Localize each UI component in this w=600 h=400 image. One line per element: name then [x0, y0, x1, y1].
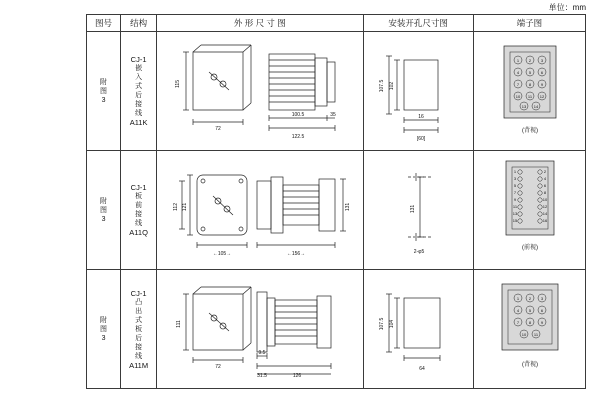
row-struct-cell-3: [121, 270, 157, 389]
row2-outline-drawing: [157, 151, 363, 270]
row2-struct-top: CJ-1: [130, 183, 147, 192]
svg-text:6: 6: [540, 308, 543, 313]
svg-text:3: 3: [513, 176, 516, 181]
row1-struct-m3: 后: [135, 92, 143, 99]
row-no-cell-1: [87, 32, 121, 151]
row1-struct-m0: 嵌: [135, 65, 143, 72]
row3-struct-m4: 后: [135, 334, 143, 342]
table-row: [87, 270, 586, 389]
svg-text:1: 1: [516, 296, 519, 301]
row3-struct-m6: 线: [135, 352, 143, 360]
svg-text:1: 1: [516, 58, 519, 63]
row1-struct-m4: 接: [135, 101, 143, 108]
svg-text:11: 11: [527, 94, 532, 99]
row2-struct-m3: 线: [135, 220, 143, 227]
svg-text:2: 2: [528, 58, 531, 63]
row3-hole-64: 64: [418, 366, 425, 372]
row1-no-line-0: 附: [100, 78, 108, 86]
row3-no-line-2: 3: [101, 334, 106, 342]
svg-text:16: 16: [542, 218, 547, 223]
row3-terminal-caption: (背视): [521, 362, 538, 368]
row3-terminal-drawing: [473, 270, 585, 389]
row2-dim-131: 131: [345, 202, 352, 212]
row2-hole-131: 131: [409, 204, 416, 214]
row2-no-line-2: 3: [101, 215, 106, 223]
svg-text:4: 4: [543, 176, 546, 181]
svg-text:10: 10: [515, 94, 520, 99]
unit-note: 单位：mm: [548, 3, 586, 12]
row3-struct-m0: 凸: [135, 298, 143, 306]
row1-struct-bottom: A11K: [129, 118, 148, 127]
svg-text:11: 11: [512, 204, 517, 209]
row3-struct-m5: 接: [135, 343, 143, 351]
row3-hole-104: 104: [388, 319, 395, 329]
row3-struct-m1: 出: [135, 307, 143, 315]
row3-no-line-0: 附: [100, 316, 108, 324]
row1-hole-drawing: [363, 32, 473, 151]
row2-struct-bottom: A11Q: [129, 228, 148, 237]
svg-text:11: 11: [533, 332, 538, 337]
row1-hole-102: 102: [388, 81, 395, 91]
svg-text:9: 9: [540, 82, 543, 87]
svg-text:14: 14: [542, 211, 547, 216]
svg-text:7: 7: [516, 320, 519, 325]
row1-terminal-drawing: [473, 32, 585, 151]
row1-dim-72: 72: [215, 126, 221, 132]
header-col-struct: 结构: [121, 15, 157, 32]
row1-struct-m1: 入: [135, 74, 143, 81]
row3-hole-drawing: [363, 270, 473, 389]
header-col-terminal: 端子图: [473, 15, 585, 32]
row1-dim-122_5: 122.5: [291, 134, 305, 140]
row2-dim-112: 112: [173, 203, 180, 211]
row1-outline-drawing: [157, 32, 363, 151]
table-row: [87, 151, 586, 270]
row2-hole-2phi5: 2-φ5: [413, 249, 424, 255]
table-row: [87, 32, 586, 151]
row2-terminal-drawing: [473, 151, 585, 270]
svg-text:3: 3: [540, 296, 543, 301]
svg-text:5: 5: [513, 183, 516, 188]
svg-text:5: 5: [528, 70, 531, 75]
row2-struct-m1: 前: [135, 202, 143, 209]
row3-struct-top: CJ-1: [130, 288, 147, 298]
svg-text:2: 2: [543, 169, 546, 174]
row3-struct-bottom: A11M: [129, 360, 149, 370]
row3-dim-126: 126: [292, 373, 302, 379]
svg-text:7: 7: [516, 82, 519, 87]
row1-dim-100_5: 100.5: [291, 112, 305, 118]
row1-no-line-1: 图: [100, 87, 108, 95]
row1-struct-m5: 线: [135, 110, 143, 117]
row1-struct-m2: 式: [135, 83, 143, 90]
svg-text:6: 6: [540, 70, 543, 75]
svg-text:12: 12: [539, 94, 544, 99]
row3-dim-72: 72: [215, 364, 221, 370]
row1-hole-107_5: 107.5: [378, 79, 385, 93]
row3-no-line-1: 图: [100, 325, 108, 333]
svg-text:9: 9: [540, 320, 543, 325]
row3-struct-m2: 式: [135, 316, 143, 324]
svg-text:9: 9: [513, 197, 516, 202]
row-no-cell-2: [87, 151, 121, 270]
row3-outline-drawing: [157, 270, 363, 389]
row-struct-cell-2: [121, 151, 157, 270]
row1-struct-top: CJ-1: [130, 55, 147, 64]
svg-text:15: 15: [512, 218, 517, 223]
row1-dim-115: 115: [175, 80, 182, 88]
row1-hole-60: [60]: [416, 136, 425, 142]
row3-hole-107_5: 107.5: [378, 317, 385, 331]
row2-no-line-1: 图: [100, 206, 108, 214]
table-header-row: [87, 15, 586, 32]
svg-text:10: 10: [542, 197, 547, 202]
row2-dim-105: ←105→: [212, 251, 232, 257]
svg-text:8: 8: [528, 82, 531, 87]
svg-text:1: 1: [513, 169, 516, 174]
row2-dim-156: ←156→: [286, 251, 306, 257]
row2-terminal-caption: (前视): [521, 245, 538, 251]
row-struct-cell-1: [121, 32, 157, 151]
row3-dim-111: 111: [176, 320, 183, 328]
row2-struct-m2: 接: [135, 211, 143, 218]
row3-dim-9_5: 9.5: [258, 350, 266, 356]
header-col-no: 图号: [87, 15, 121, 32]
svg-text:14: 14: [533, 104, 538, 109]
row1-no-line-2: 3: [101, 96, 106, 104]
row-no-cell-3: [87, 270, 121, 389]
row2-dim-121: 121: [182, 202, 189, 212]
svg-text:12: 12: [542, 204, 547, 209]
svg-text:4: 4: [516, 70, 519, 75]
svg-text:10: 10: [521, 332, 526, 337]
row2-struct-m0: 板: [135, 193, 143, 200]
row3-struct-m3: 板: [135, 325, 143, 333]
svg-text:13: 13: [521, 104, 526, 109]
row2-no-line-0: 附: [100, 197, 108, 205]
svg-text:6: 6: [543, 183, 546, 188]
svg-text:7: 7: [513, 190, 516, 195]
svg-text:2: 2: [528, 296, 531, 301]
svg-text:3: 3: [540, 58, 543, 63]
header-col-hole: 安装开孔尺寸图: [363, 15, 473, 32]
header-col-outline: 外 形 尺 寸 图: [157, 15, 363, 32]
spec-table: [86, 14, 586, 389]
row1-hole-16: 16: [417, 114, 424, 120]
svg-text:8: 8: [543, 190, 546, 195]
row1-dim-35: 35: [330, 112, 336, 118]
svg-text:13: 13: [512, 211, 517, 216]
row2-hole-drawing: [363, 151, 473, 270]
row3-dim-31_5: 31.5: [257, 373, 267, 379]
row1-terminal-caption: (背视): [521, 128, 538, 134]
svg-text:8: 8: [528, 320, 531, 325]
svg-text:4: 4: [516, 308, 519, 313]
svg-text:5: 5: [528, 308, 531, 313]
